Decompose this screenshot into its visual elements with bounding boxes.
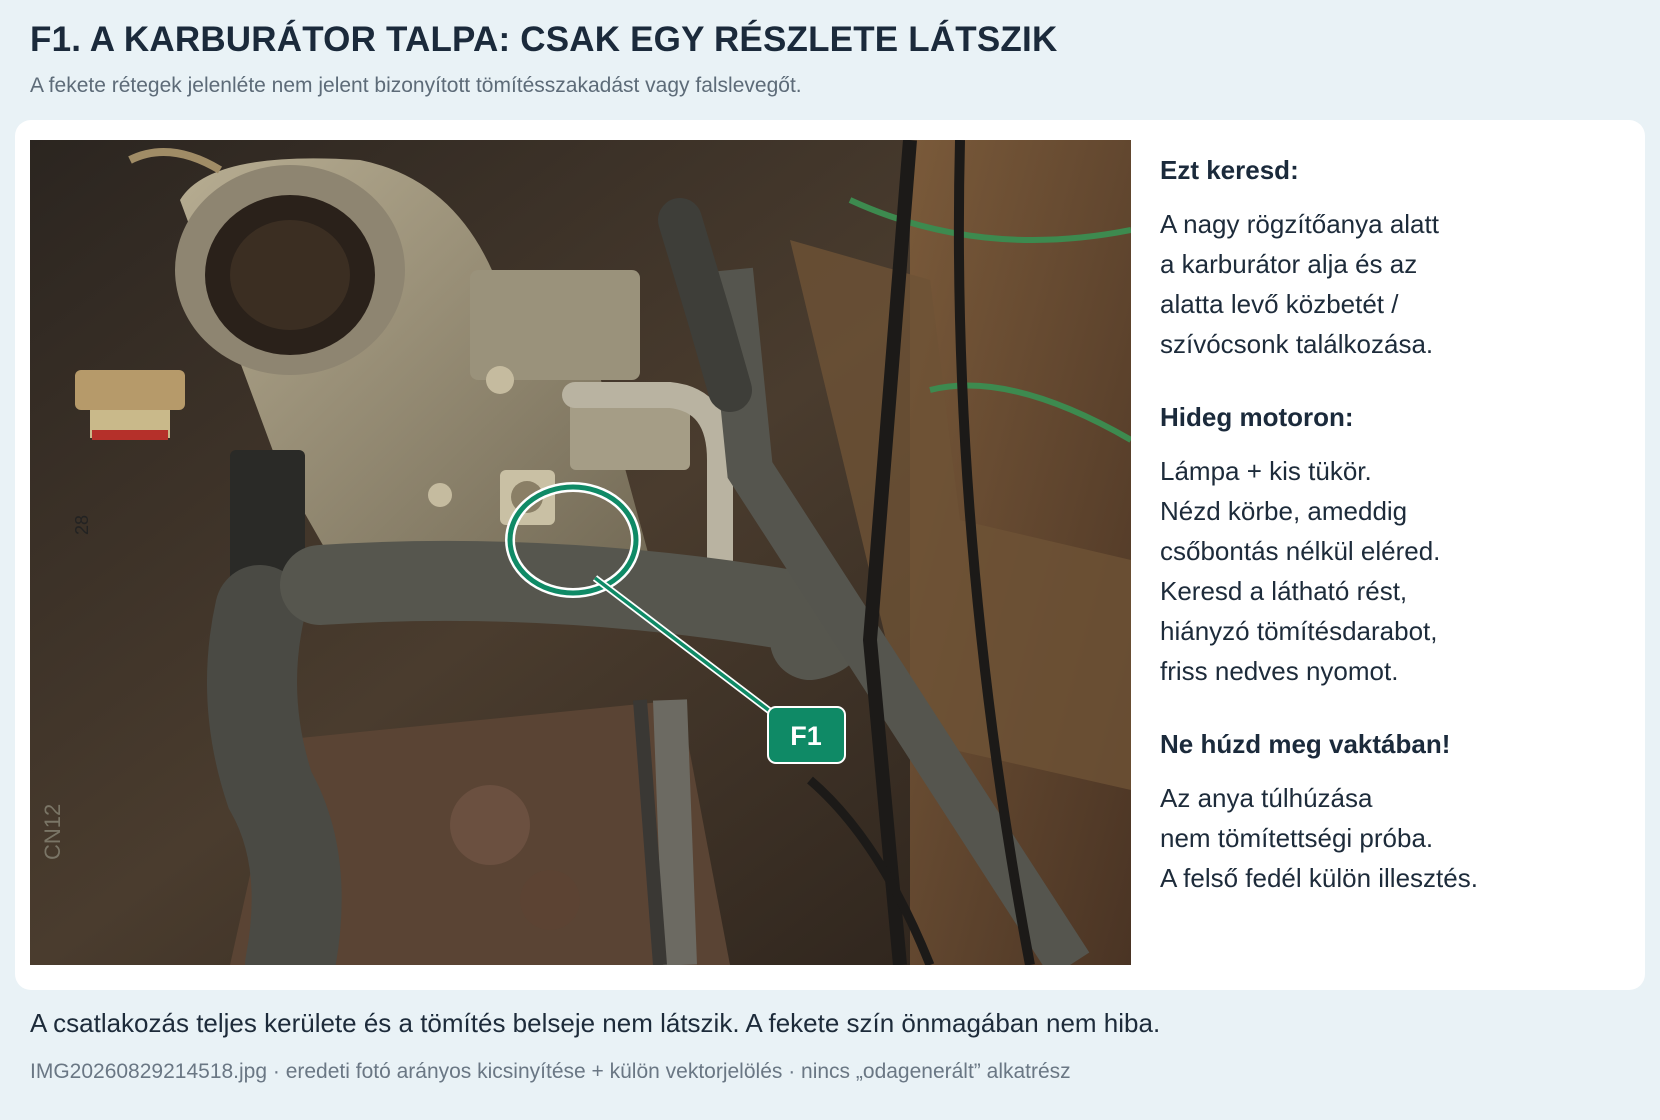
text-line: szívócsonk találkozása. [1160,329,1434,359]
hose-stamp: 28 [72,514,92,535]
marker-label: F1 [790,721,822,751]
text-line: A nagy rögzítőanya alatt [1160,209,1439,239]
engine-photo-illustration [30,140,1131,965]
page-title: F1. A KARBURÁTOR TALPA: CSAK EGY RÉSZLETE LÁTSZIK [30,20,1058,59]
section-heading-cold-engine: Hideg motoron: [1160,402,1354,432]
engine-photo [30,140,1131,965]
section-heading-look-for: Ezt keresd: [1160,155,1299,185]
section-text-look-for [1160,204,1620,364]
text-line: a karburátor alja és az [1160,249,1418,279]
text-line: Nézd körbe, ameddig [1160,496,1408,526]
text-line: nem tömítettségi próba. [1160,823,1434,853]
text-line: Lámpa + kis tükör. [1160,456,1372,486]
photo-caption: A csatlakozás teljes kerülete és a tömítés belseje nem látszik. A fekete szín önmagában nem hiba. [30,1008,1161,1038]
section-heading-warning: Ne húzd meg vaktában! [1160,729,1451,759]
text-line: Az anya túlhúzása [1160,783,1373,813]
text-line: alatta levő közbetét / [1160,289,1399,319]
page-subtitle: A fekete rétegek jelenléte nem jelent bizonyított tömítésszakadást vagy falslevegőt. [30,74,802,97]
hose-print: CN12 [40,803,65,860]
text-line: friss nedves nyomot. [1160,656,1399,686]
text-line: Keresd a látható rést, [1160,576,1408,606]
text-line: hiányzó tömítésdarabot, [1160,616,1438,646]
photo-credit: IMG20260829214518.jpg · eredeti fotó arányos kicsinyítése + külön vektorjelölés · nincs „odagenerált” alkatrész [30,1060,1071,1083]
section-text-cold-engine [1160,451,1620,691]
section-text-warning [1160,778,1620,898]
text-line: csőbontás nélkül eléred. [1160,536,1441,566]
instruction-panel [1160,155,1620,936]
text-line: A felső fedél külön illesztés. [1160,863,1478,893]
